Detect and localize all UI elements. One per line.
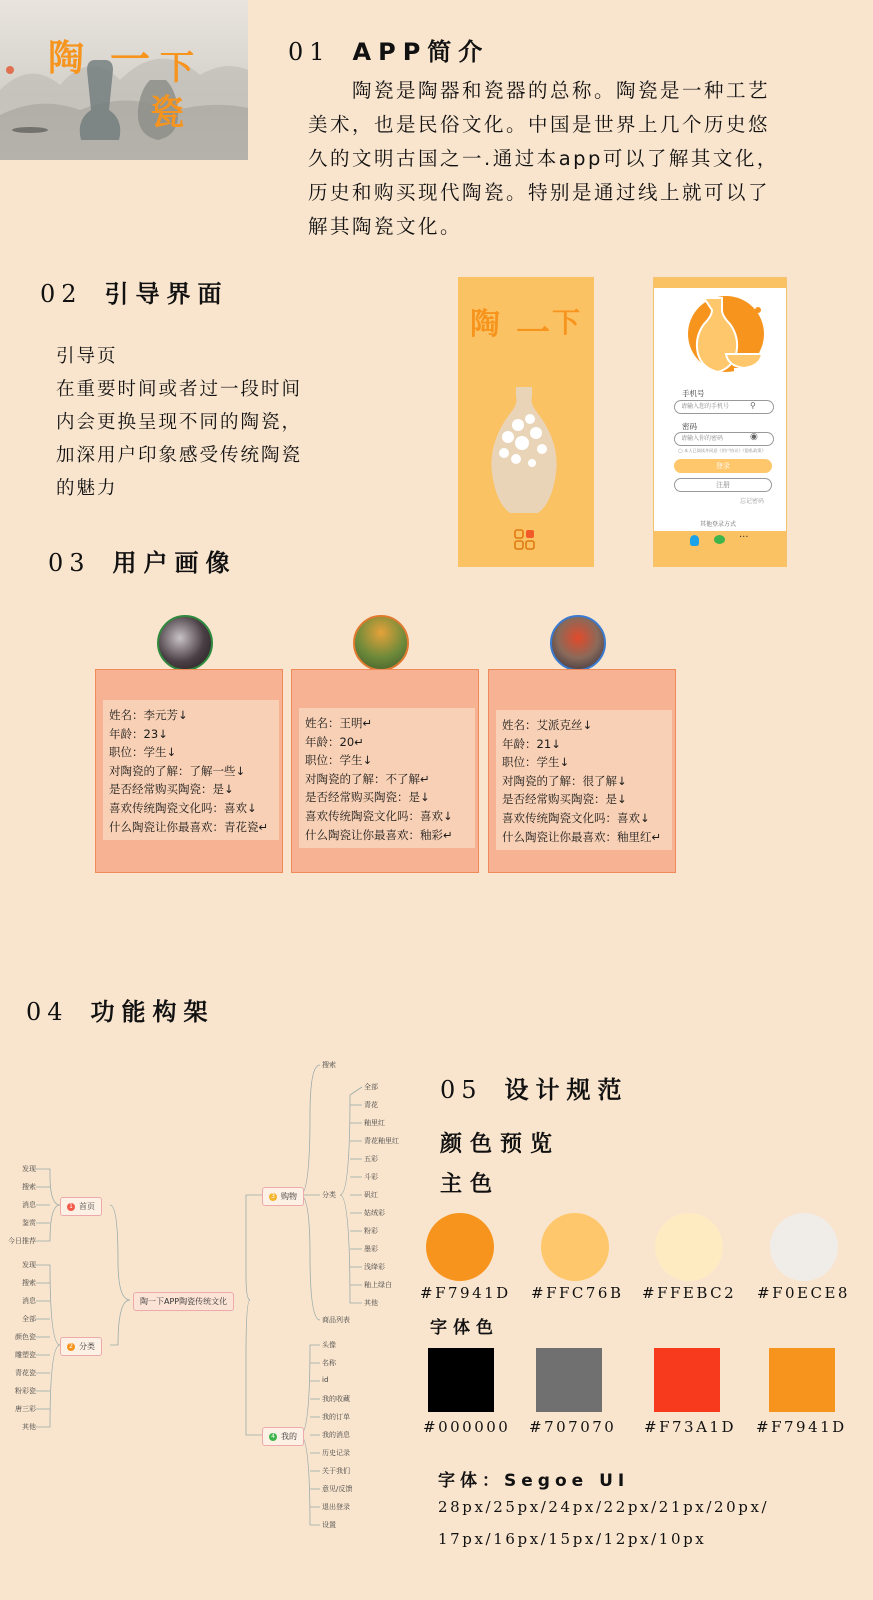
phone-label: 手机号 bbox=[682, 389, 705, 398]
primary-hex-4: #F0ECE8 bbox=[757, 1284, 850, 1302]
section-4-title bbox=[26, 992, 215, 1027]
shop-sub-leaf: 其他 bbox=[364, 1299, 378, 1307]
hero-logo-char-3: 下 bbox=[160, 48, 194, 88]
guide-description bbox=[56, 340, 302, 505]
section-5-heading: 设计规范 bbox=[504, 1076, 629, 1104]
guide-line: 在重要时间或者过一段时间 bbox=[56, 379, 303, 400]
persona-card-2 bbox=[291, 669, 479, 873]
mine-leaf: 意见/反馈 bbox=[322, 1485, 353, 1493]
menu-grid-icon[interactable] bbox=[514, 529, 536, 551]
persona-field: 年龄：21↓ bbox=[502, 736, 561, 751]
persona-field: 什么陶瓷让你最喜欢：釉彩↵ bbox=[305, 827, 453, 842]
intro-line: 历史和购买现代陶瓷。特别是通过线上就可以了 bbox=[308, 181, 771, 204]
category-leaf: 唐三彩 bbox=[15, 1405, 36, 1413]
primary-swatch-2 bbox=[541, 1213, 609, 1281]
primary-hex-2: #FFC76B bbox=[531, 1284, 624, 1302]
shop-sub-leaf: 斗彩 bbox=[364, 1173, 378, 1181]
persona-card-3 bbox=[488, 669, 676, 873]
section-2-heading: 引导界面 bbox=[104, 280, 229, 308]
persona-field: 是否经常购买陶瓷：是↓ bbox=[305, 790, 430, 805]
vase-illustration bbox=[486, 385, 562, 515]
shop-sub-leaf: 矾红 bbox=[364, 1191, 378, 1199]
mindmap-shop-node bbox=[262, 1187, 304, 1206]
font-color-hex-3: #F73A1D bbox=[644, 1418, 736, 1436]
persona-field: 是否经常购买陶瓷：是↓ bbox=[109, 782, 234, 797]
font-color-swatch-1 bbox=[428, 1348, 494, 1412]
section-3-title bbox=[48, 543, 237, 578]
category-leaf: 粉彩瓷 bbox=[15, 1387, 36, 1395]
home-label: 首页 bbox=[79, 1202, 95, 1211]
intro-line: 美术，也是民俗文化。中国是世界上几个历史悠 bbox=[308, 113, 771, 136]
intro-line: 久的文明古国之一.通过本app可以了解其文化， bbox=[308, 147, 779, 170]
intro-line: 陶瓷是陶器和瓷器的总称。陶瓷是一种工艺 bbox=[308, 79, 771, 102]
mine-leaf: 头像 bbox=[322, 1341, 336, 1349]
category-label: 分类 bbox=[79, 1342, 95, 1351]
category-leaf: 搜索 bbox=[22, 1279, 36, 1287]
mine-label: 我的 bbox=[281, 1432, 297, 1441]
shop-sub-leaf: 粉彩 bbox=[364, 1227, 378, 1235]
category-leaf: 雕塑瓷 bbox=[15, 1351, 36, 1359]
shop-sub-leaf: 青花 bbox=[364, 1101, 378, 1109]
persona-3-details bbox=[496, 710, 672, 850]
forgot-password-link[interactable]: 忘记密码 bbox=[740, 498, 765, 505]
mine-leaf: 历史记录 bbox=[322, 1449, 350, 1457]
home-badge: 1 bbox=[67, 1203, 75, 1211]
persona-field: 是否经常购买陶瓷：是↓ bbox=[502, 792, 627, 807]
section-2-title bbox=[40, 274, 229, 309]
password-placeholder: 请输入你的密码 bbox=[681, 435, 724, 442]
persona-field: 对陶瓷的了解：不了解↵ bbox=[305, 771, 430, 786]
shop-sub-leaf: 五彩 bbox=[364, 1155, 378, 1163]
section-4-heading: 功能构架 bbox=[90, 998, 215, 1026]
app-intro-text bbox=[308, 74, 868, 244]
guide-line: 内会更换呈现不同的陶瓷， bbox=[56, 412, 303, 433]
guide-line: 引导页 bbox=[56, 346, 118, 367]
section-2-number: 02 bbox=[40, 280, 83, 308]
font-color-hex-1: #000000 bbox=[423, 1418, 511, 1436]
shop-sub-leaf: 墨彩 bbox=[364, 1245, 378, 1253]
font-color-hex-2: #707070 bbox=[529, 1418, 617, 1436]
agreement-checkbox[interactable]: ◯ 本人已阅读并同意《用户协议》《隐私政策》 bbox=[678, 448, 766, 453]
category-leaf: 其他 bbox=[22, 1423, 36, 1431]
home-leaf: 搜索 bbox=[22, 1183, 36, 1191]
persona-field: 喜欢传统陶瓷文化吗：喜欢↓ bbox=[305, 808, 453, 823]
login-logo-vase-icon bbox=[676, 290, 768, 382]
hero-logo-char-4: 瓷 bbox=[150, 93, 184, 133]
primary-swatch-3 bbox=[655, 1213, 723, 1281]
mine-leaf: 我的收藏 bbox=[322, 1395, 350, 1403]
shop-label: 购物 bbox=[281, 1192, 297, 1201]
persona-field: 对陶瓷的了解：了解一些↓ bbox=[109, 763, 246, 778]
persona-2-avatar bbox=[353, 615, 409, 671]
category-leaf: 消息 bbox=[22, 1297, 36, 1305]
shop-sub-leaf: 全部 bbox=[364, 1083, 378, 1091]
persona-3-avatar bbox=[550, 615, 606, 671]
primary-swatch-1 bbox=[426, 1213, 494, 1281]
mine-leaf: 名称 bbox=[322, 1359, 336, 1367]
wechat-icon[interactable] bbox=[714, 535, 725, 544]
home-leaf: 今日推荐 bbox=[8, 1237, 36, 1245]
persona-field: 年龄：20↵ bbox=[305, 734, 364, 749]
shop-sub-leaf: 浅绛彩 bbox=[364, 1263, 385, 1271]
qq-icon[interactable] bbox=[690, 535, 699, 546]
shop-sub-leaf: 姑绒彩 bbox=[364, 1209, 385, 1217]
home-leaf: 消息 bbox=[22, 1201, 36, 1209]
primary-hex-1: #F7941D bbox=[420, 1284, 511, 1302]
section-1-heading: APP简介 bbox=[352, 38, 490, 66]
persona-field: 职位：学生↓ bbox=[305, 753, 373, 768]
shop-sub-leaf: 釉上绿白 bbox=[364, 1281, 392, 1289]
persona-1-avatar bbox=[157, 615, 213, 671]
home-leaf: 鉴赏 bbox=[22, 1219, 36, 1227]
section-4-number: 04 bbox=[26, 998, 69, 1026]
mine-leaf: 关于我们 bbox=[322, 1467, 350, 1475]
mine-leaf: id bbox=[322, 1376, 329, 1384]
persona-field: 职位：学生↓ bbox=[502, 755, 570, 770]
shop-badge: 3 bbox=[269, 1193, 277, 1201]
splash-logo-char-1: 陶 bbox=[470, 307, 500, 342]
hero-banner-image bbox=[0, 0, 248, 160]
font-color-hex-4: #F7941D bbox=[756, 1418, 847, 1436]
mine-leaf: 设置 bbox=[322, 1521, 336, 1529]
section-3-heading: 用户画像 bbox=[112, 549, 237, 577]
mindmap-mine-node bbox=[262, 1427, 304, 1446]
login-button[interactable]: 登录 bbox=[674, 459, 772, 473]
persona-field: 对陶瓷的了解：很了解↓ bbox=[502, 773, 627, 788]
splash-logo-char-2: 一 bbox=[516, 313, 550, 353]
persona-1-details bbox=[103, 700, 279, 840]
category-leaf: 发现 bbox=[22, 1261, 36, 1269]
persona-field: 姓名：王明↵ bbox=[305, 716, 373, 730]
section-5-number: 05 bbox=[440, 1076, 483, 1104]
social-login-bar bbox=[654, 531, 786, 567]
home-leaf: 发现 bbox=[22, 1165, 36, 1173]
password-label: 密码 bbox=[682, 422, 697, 431]
splash-logo-char-3: 下 bbox=[552, 306, 581, 339]
shop-product-list-leaf: 商品列表 bbox=[322, 1316, 350, 1324]
mine-leaf: 退出登录 bbox=[322, 1503, 350, 1511]
user-icon: ⚲ bbox=[750, 401, 756, 410]
shop-category-leaf: 分类 bbox=[322, 1191, 336, 1199]
mindmap-home-node bbox=[60, 1197, 102, 1216]
primary-swatch-4 bbox=[770, 1213, 838, 1281]
hero-logo-char-1: 陶 bbox=[48, 37, 85, 79]
font-sizes-line-1: 28px/25px/24px/22px/21px/20px/ bbox=[438, 1498, 770, 1516]
font-family-spec: 字体：Segoe UI bbox=[438, 1471, 630, 1491]
hero-logo-char-2: 一 bbox=[110, 37, 150, 83]
mine-leaf: 我的订单 bbox=[322, 1413, 350, 1421]
mindmap-root-node: 陶一下APP陶瓷传统文化 bbox=[133, 1292, 234, 1311]
login-screen-mockup bbox=[653, 277, 787, 567]
category-leaf: 全部 bbox=[22, 1315, 36, 1323]
color-preview-title: 颜色预览 bbox=[440, 1132, 561, 1157]
primary-color-title: 主色 bbox=[440, 1172, 501, 1197]
category-leaf: 颜色瓷 bbox=[15, 1333, 36, 1341]
register-button[interactable]: 注册 bbox=[674, 478, 772, 492]
shop-search-leaf: 搜索 bbox=[322, 1061, 336, 1069]
font-color-swatch-3 bbox=[654, 1348, 720, 1412]
persona-card-1 bbox=[95, 669, 283, 873]
status-bar bbox=[654, 278, 786, 288]
font-color-swatch-2 bbox=[536, 1348, 602, 1412]
font-color-swatch-4 bbox=[769, 1348, 835, 1412]
guide-line: 的魅力 bbox=[56, 478, 118, 499]
persona-field: 姓名：艾派克丝↓ bbox=[502, 718, 593, 732]
phone-placeholder: 请输入您的手机号 bbox=[681, 403, 730, 410]
eye-icon[interactable]: ◉ bbox=[750, 432, 758, 442]
persona-field: 什么陶瓷让你最喜欢：釉里红↵ bbox=[502, 829, 662, 844]
section-3-number: 03 bbox=[48, 549, 91, 577]
feature-mindmap bbox=[0, 1055, 430, 1535]
category-leaf: 青花瓷 bbox=[15, 1369, 36, 1377]
password-input[interactable] bbox=[674, 432, 774, 446]
font-sizes-line-2: 17px/16px/15px/12px/10px bbox=[438, 1530, 707, 1548]
intro-line: 解其陶瓷文化。 bbox=[308, 215, 463, 238]
other-login-label: 其他登录方式 bbox=[700, 521, 737, 528]
mine-leaf: 我的消息 bbox=[322, 1431, 350, 1439]
persona-field: 喜欢传统陶瓷文化吗：喜欢↓ bbox=[502, 810, 650, 825]
phone-input[interactable] bbox=[674, 400, 774, 414]
more-icon[interactable]: ··· bbox=[739, 532, 749, 543]
primary-hex-3: #FFEBC2 bbox=[642, 1284, 737, 1302]
mindmap-category-node bbox=[60, 1337, 102, 1356]
persona-2-details bbox=[299, 708, 475, 848]
section-1-title bbox=[288, 32, 489, 67]
persona-field: 喜欢传统陶瓷文化吗：喜欢↓ bbox=[109, 800, 257, 815]
font-color-title: 字体色 bbox=[430, 1318, 499, 1338]
persona-field: 职位：学生↓ bbox=[109, 745, 177, 760]
section-1-number: 01 bbox=[288, 38, 331, 66]
mine-badge: 4 bbox=[269, 1433, 277, 1441]
shop-sub-leaf: 青花釉里红 bbox=[364, 1137, 399, 1145]
shop-sub-leaf: 釉里红 bbox=[364, 1119, 385, 1127]
guide-line: 加深用户印象感受传统陶瓷 bbox=[56, 445, 303, 466]
splash-screen-mockup bbox=[458, 277, 594, 567]
category-badge: 2 bbox=[67, 1343, 75, 1351]
persona-field: 年龄：23↓ bbox=[109, 726, 168, 741]
section-5-title bbox=[440, 1070, 629, 1105]
persona-field: 什么陶瓷让你最喜欢：青花瓷↵ bbox=[109, 819, 269, 834]
persona-field: 姓名：李元芳↓ bbox=[109, 708, 188, 722]
